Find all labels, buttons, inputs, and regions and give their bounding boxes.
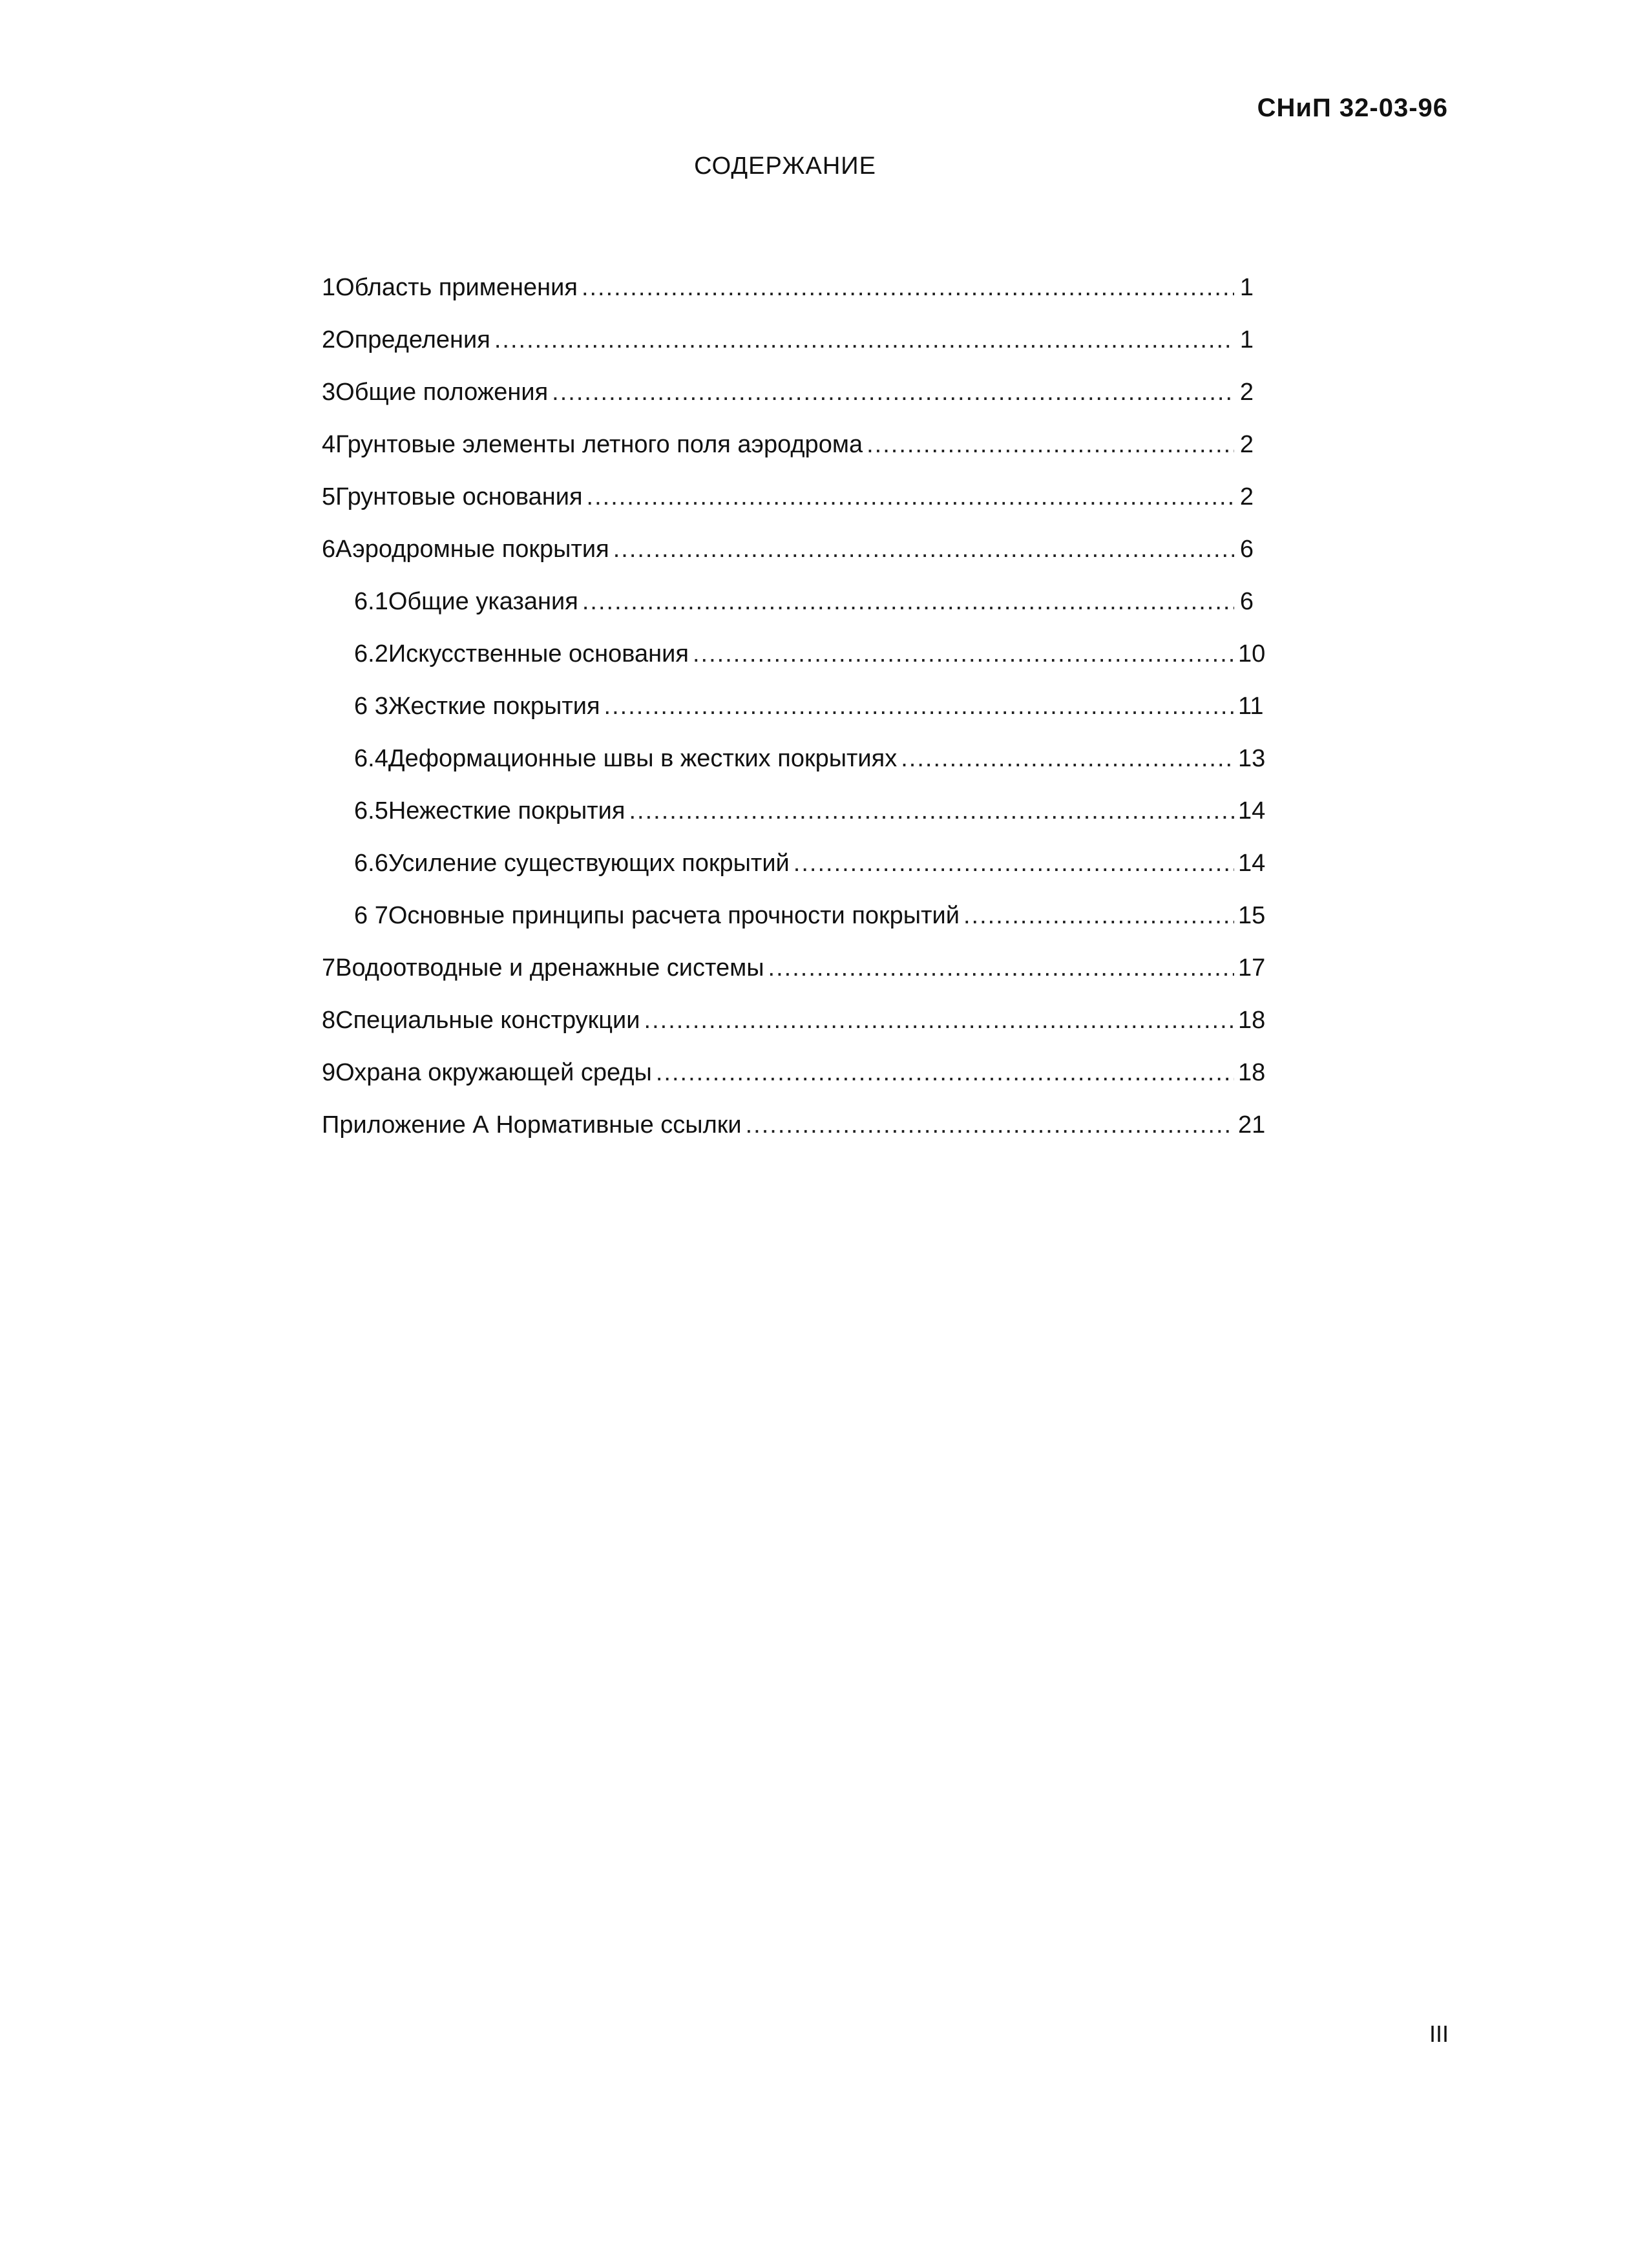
toc-entry-page: 1 xyxy=(1239,274,1254,301)
page-number: III xyxy=(1429,2021,1449,2047)
toc-dot-leader xyxy=(587,481,1234,513)
toc-entry-number: 1 xyxy=(322,274,336,301)
toc-dot-leader xyxy=(746,1109,1234,1141)
toc-entry-number: 7 xyxy=(322,954,336,982)
toc-dot-leader xyxy=(629,795,1234,827)
toc-entry-number: 8 xyxy=(322,1007,336,1034)
toc-entry xyxy=(322,324,1254,376)
toc-entry-page: 18 xyxy=(1238,1007,1266,1034)
toc-entry xyxy=(322,376,1254,428)
toc-dot-leader xyxy=(582,271,1234,304)
toc-entry-number: 3 xyxy=(322,379,336,406)
toc-entry-number: 2 xyxy=(322,326,336,353)
toc-entry-title: Усиление существующих покрытий xyxy=(388,850,790,877)
toc-dot-leader xyxy=(963,899,1234,932)
toc-entry-page: 15 xyxy=(1238,902,1266,929)
toc-entry xyxy=(322,428,1254,481)
toc-entry-number: 4 xyxy=(322,431,336,458)
toc-entry xyxy=(322,742,1266,795)
toc-entry-title: Определения xyxy=(335,326,490,353)
toc-entry-title: Нежесткие покрытия xyxy=(388,797,625,824)
toc-dot-leader xyxy=(901,742,1234,775)
toc-entry-title: Основные принципы расчета прочности покрытий xyxy=(388,902,960,929)
toc-dot-leader xyxy=(582,585,1234,618)
toc-entry-title: Приложение А Нормативные ссылки xyxy=(322,1111,742,1139)
toc-entry xyxy=(322,795,1266,847)
toc-entry-number: 6 xyxy=(322,536,336,563)
toc-entry-number: 9 xyxy=(322,1059,336,1086)
page-title: СОДЕРЖАНИЕ xyxy=(694,152,876,180)
toc-entry-number: 6 7 xyxy=(354,902,388,929)
toc-dot-leader xyxy=(644,1004,1234,1036)
toc-entry-title: Искусственные основания xyxy=(388,640,689,667)
toc-entry-title: Аэродромные покрытия xyxy=(335,536,609,563)
toc-entry-title: Грунтовые элементы летного поля аэродрома xyxy=(335,431,863,458)
toc-entry xyxy=(322,952,1266,1004)
toc-entry-page: 18 xyxy=(1238,1059,1266,1086)
toc-entry xyxy=(322,271,1254,324)
toc-entry-title: Деформационные швы в жестких покрытиях xyxy=(388,745,898,772)
toc-entry-page: 21 xyxy=(1238,1111,1266,1139)
toc-dot-leader xyxy=(693,638,1234,670)
toc-entry-number: 6.2 xyxy=(354,640,388,667)
toc-entry-number: 6.5 xyxy=(354,797,388,824)
toc-entry xyxy=(322,481,1254,533)
toc-dot-leader xyxy=(656,1056,1234,1089)
toc-dot-leader xyxy=(494,324,1234,356)
toc-entry-page: 6 xyxy=(1239,536,1254,563)
toc-entry-title: Охрана окружающей среды xyxy=(335,1059,652,1086)
toc-entry xyxy=(322,847,1266,899)
toc-entry-page: 14 xyxy=(1238,850,1266,877)
toc-entry-page: 10 xyxy=(1238,640,1266,667)
toc-entry-page: 13 xyxy=(1238,745,1266,772)
toc-entry-page: 6 xyxy=(1239,588,1254,615)
toc-entry-page: 17 xyxy=(1238,954,1266,982)
toc-entry-page: 14 xyxy=(1238,797,1266,824)
toc-dot-leader xyxy=(604,690,1234,722)
document-code: СНиП 32-03-96 xyxy=(1257,94,1448,122)
toc-entry xyxy=(322,1004,1266,1056)
toc-entry-title: Общие положения xyxy=(335,379,549,406)
toc-entry-title: Общие указания xyxy=(388,588,578,615)
toc-entry-number: 6.4 xyxy=(354,745,388,772)
toc-entry-page: 1 xyxy=(1239,326,1254,353)
toc-entry-page: 2 xyxy=(1239,483,1254,510)
toc-entry xyxy=(322,899,1266,952)
toc-entry-page: 2 xyxy=(1239,431,1254,458)
toc-entry-title: Область применения xyxy=(335,274,578,301)
toc-dot-leader xyxy=(867,428,1234,461)
toc-entry xyxy=(322,690,1264,742)
toc-entry-number: 6.1 xyxy=(354,588,388,615)
toc-entry-title: Жесткие покрытия xyxy=(388,693,600,720)
toc-entry xyxy=(322,1109,1266,1161)
toc-entry xyxy=(322,533,1254,585)
toc-entry-number: 6 3 xyxy=(354,693,388,720)
toc-dot-leader xyxy=(768,952,1234,984)
toc-entry xyxy=(322,585,1254,638)
toc-entry-number: 6.6 xyxy=(354,850,388,877)
toc-entry xyxy=(322,1056,1266,1109)
toc-entry xyxy=(322,638,1266,690)
toc-entry-number: 5 xyxy=(322,483,336,510)
toc-dot-leader xyxy=(552,376,1234,408)
toc-dot-leader xyxy=(793,847,1234,879)
toc-dot-leader xyxy=(613,533,1234,565)
toc-entry-title: Грунтовые основания xyxy=(335,483,583,510)
toc-entry-title: Водоотводные и дренажные системы xyxy=(335,954,764,982)
table-of-contents xyxy=(322,271,1266,1161)
toc-entry-page: 11 xyxy=(1238,693,1264,720)
toc-entry-page: 2 xyxy=(1239,379,1254,406)
toc-entry-title: Специальные конструкции xyxy=(335,1007,640,1034)
